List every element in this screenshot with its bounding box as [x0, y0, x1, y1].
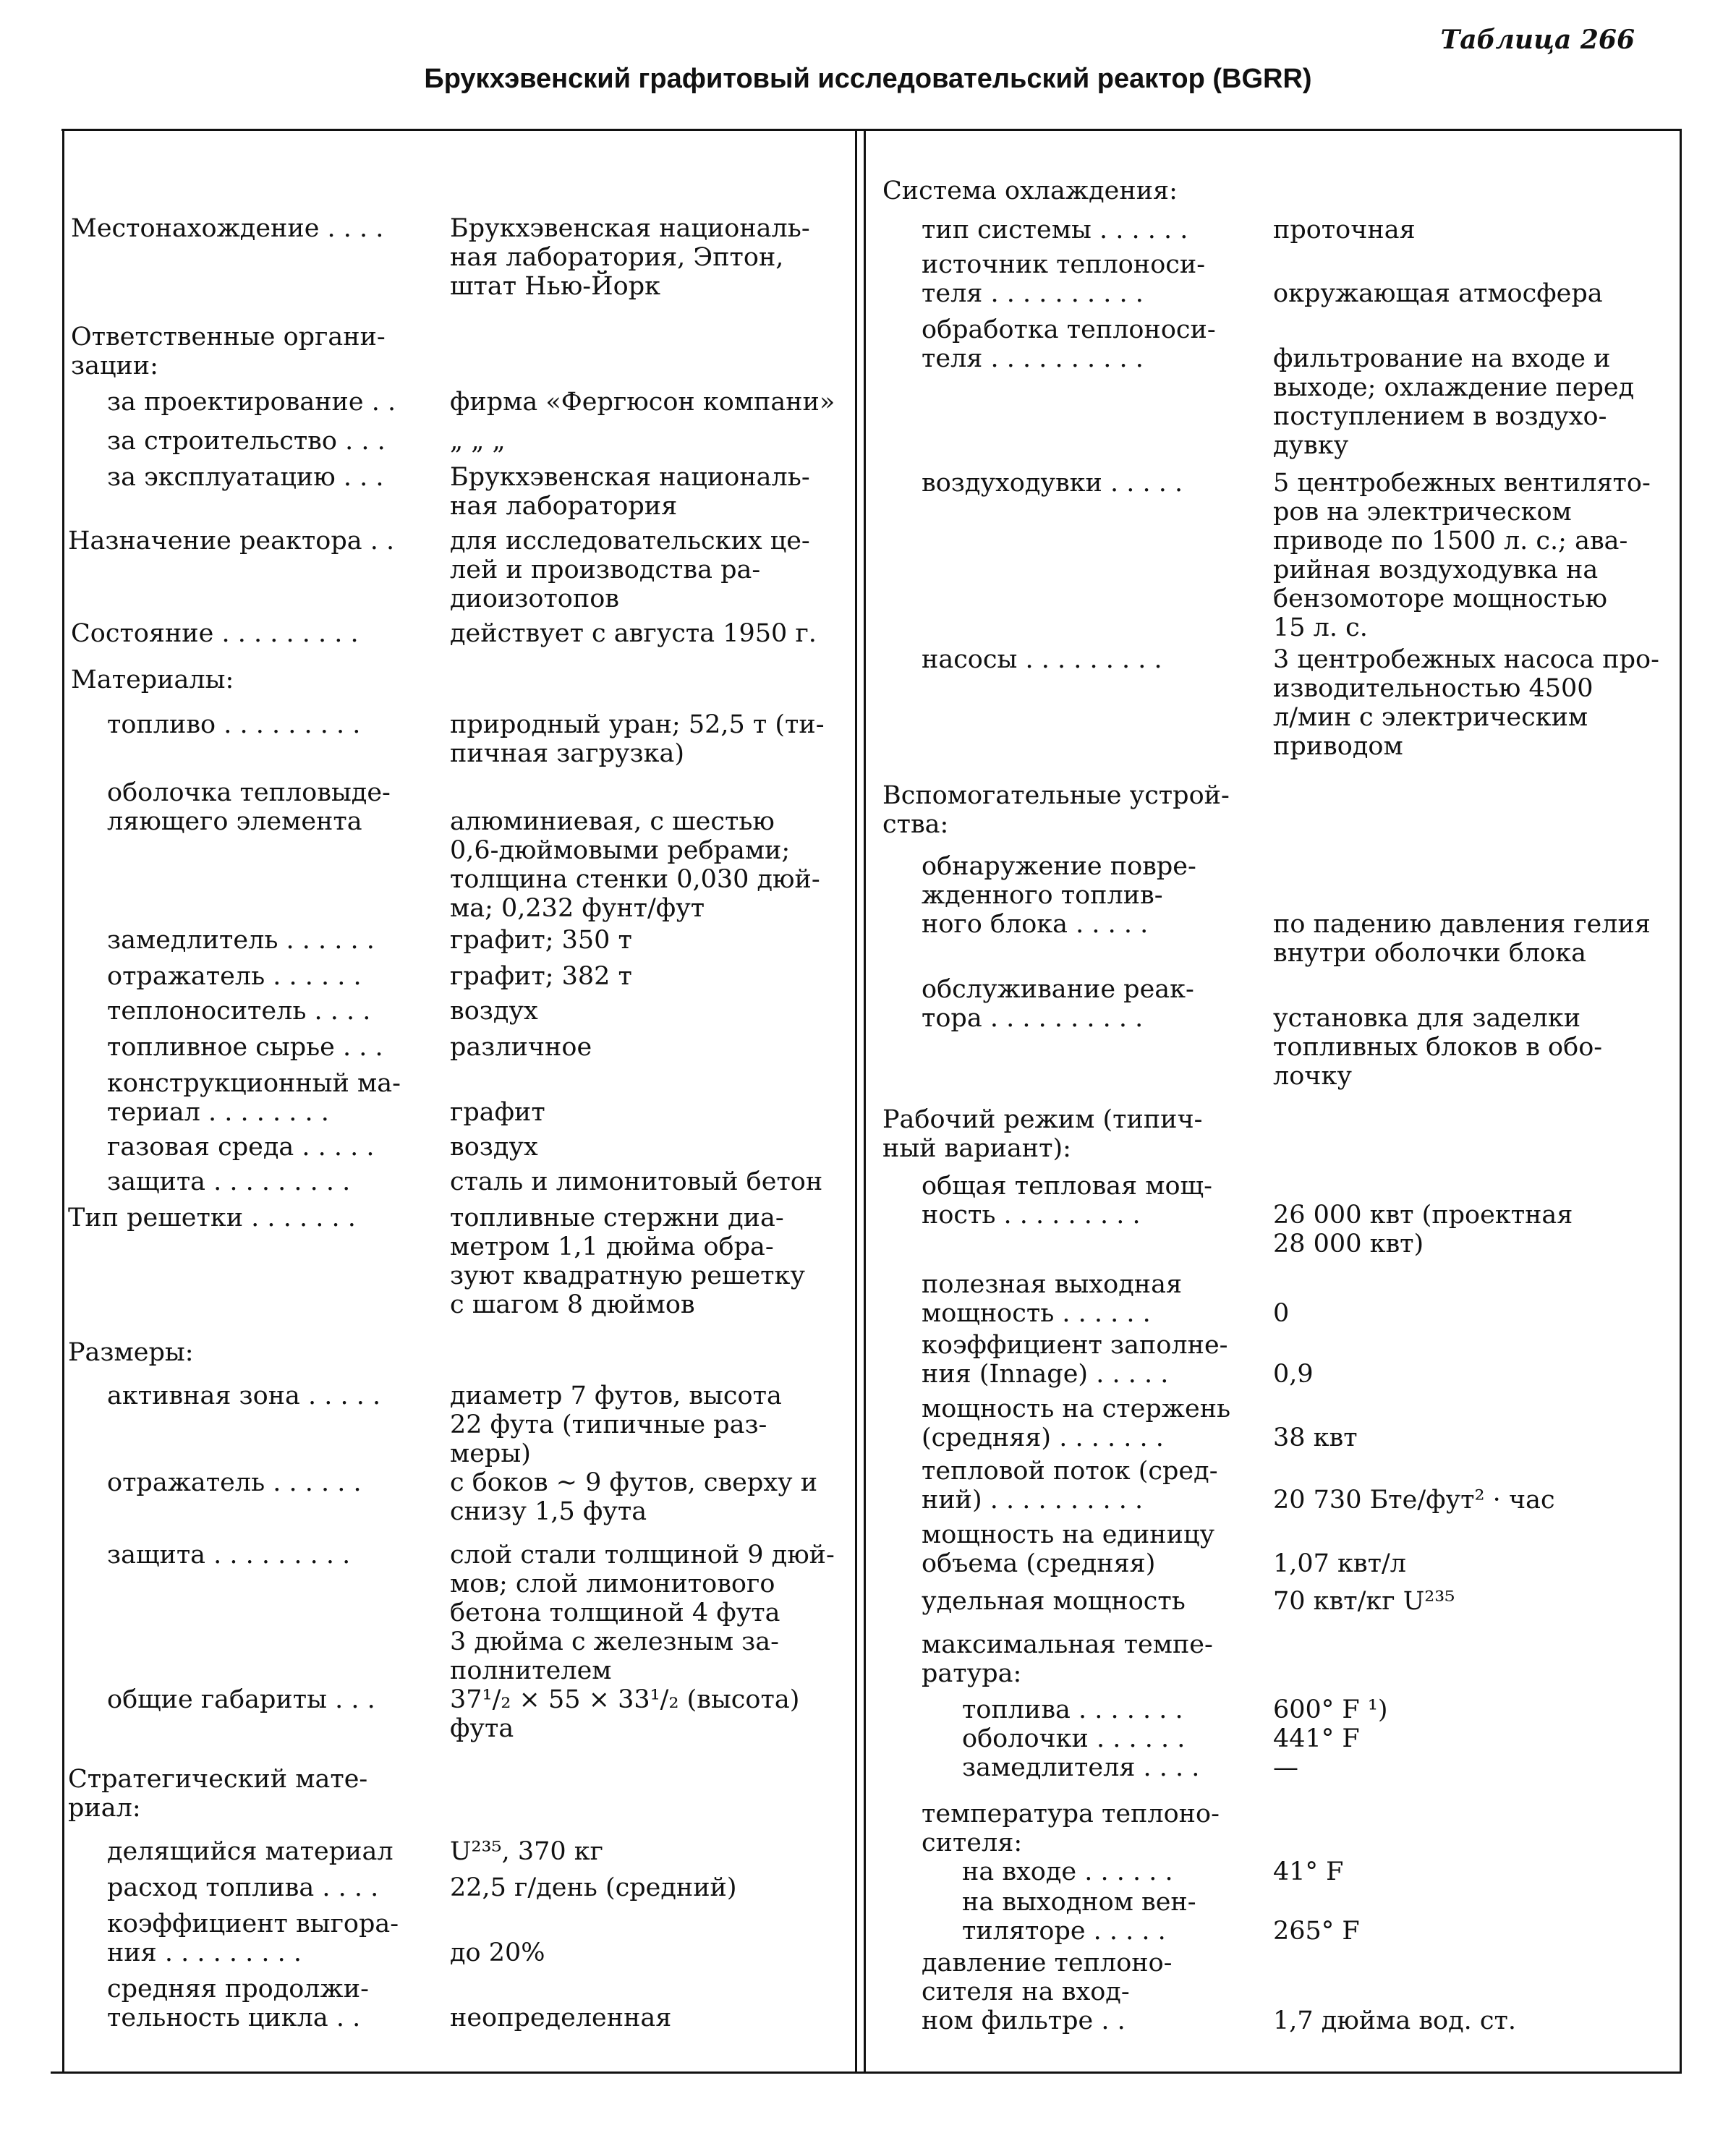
- row-label: давление теплоно- сителя на вход- ном фильтре . .: [922, 1949, 1173, 2035]
- row-value: 441° F: [1273, 1724, 1360, 1753]
- row-value: графит: [450, 1098, 545, 1127]
- row-label: тип системы . . . . . .: [922, 216, 1188, 244]
- row-value: до 20%: [450, 1938, 545, 1967]
- row-label: оболочка тепловыде- ляющего элемента: [107, 778, 391, 836]
- row-value: воздух: [450, 1133, 538, 1162]
- row-label: максимальная темпе- ратура:: [922, 1630, 1213, 1688]
- row-label: защита . . . . . . . . .: [107, 1167, 351, 1196]
- row-value: установка для заделки топливных блоков в обо- лочку: [1273, 1004, 1603, 1091]
- row-label: конструкционный ма- териал . . . . . . . .: [107, 1069, 401, 1127]
- column-divider-1: [855, 130, 857, 2072]
- row-label: коэффициент выгора- ния . . . . . . . . .: [107, 1909, 399, 1967]
- row-value: Брукхэвенская националь- ная лаборатория: [450, 463, 810, 521]
- row-value: U²³⁵, 370 кг: [450, 1837, 603, 1866]
- row-label: газовая среда . . . . .: [107, 1133, 375, 1162]
- row-value: проточная: [1273, 216, 1416, 244]
- row-value: —: [1273, 1753, 1298, 1782]
- row-value: 1,07 квт/л: [1273, 1549, 1407, 1578]
- row-value: „ „ „: [450, 427, 506, 456]
- row-value: 70 квт/кг U²³⁵: [1273, 1587, 1455, 1616]
- row-label: общая тепловая мощ- ность . . . . . . . . .: [922, 1172, 1212, 1230]
- row-label: на входе . . . . . .: [962, 1857, 1173, 1886]
- row-label: Размеры:: [68, 1338, 194, 1367]
- row-value: 265° F: [1273, 1917, 1360, 1946]
- row-label: расход топлива . . . .: [107, 1873, 379, 1902]
- row-value: слой стали толщиной 9 дюй- мов; слой лимонитового бетона толщиной 4 фута 3 дюйма с железным за- полнителем: [450, 1541, 835, 1685]
- row-label: удельная мощность: [922, 1587, 1186, 1616]
- row-label: мощность на единицу объема (средняя): [922, 1520, 1215, 1578]
- table-number: Таблица 266: [1440, 25, 1635, 55]
- right-border: [1680, 130, 1682, 2072]
- row-label: тепловой поток (сред- ний) . . . . . . . . . .: [922, 1457, 1218, 1515]
- row-label: оболочки . . . . . .: [962, 1724, 1186, 1753]
- row-value: фильтрование на входе и выходе; охлаждение перед поступлением в воздухо- дувку: [1273, 344, 1635, 460]
- row-value: 41° F: [1273, 1857, 1344, 1886]
- row-value: 3 центробежных насоса про- изводительностью 4500 л/мин с электрическим приводом: [1273, 645, 1659, 761]
- row-label: средняя продолжи- тельность цикла . .: [107, 1975, 369, 2032]
- row-value: 1,7 дюйма вод. ст.: [1273, 2006, 1517, 2035]
- row-label: Рабочий режим (типич- ный вариант):: [882, 1105, 1203, 1163]
- row-value: 22,5 г/день (средний): [450, 1873, 737, 1902]
- row-value: действует с августа 1950 г.: [450, 619, 817, 648]
- row-label: отражатель . . . . . .: [107, 1468, 362, 1497]
- row-label: за строительство . . .: [107, 427, 386, 456]
- row-label: Вспомогательные устрой- ства:: [882, 781, 1230, 839]
- row-label: полезная выходная мощность . . . . . .: [922, 1270, 1183, 1328]
- row-label: мощность на стержень (средняя) . . . . . . .: [922, 1395, 1231, 1452]
- row-label: Состояние . . . . . . . . .: [71, 619, 359, 648]
- row-label: делящийся материал: [107, 1837, 393, 1866]
- row-value: графит; 382 т: [450, 962, 632, 991]
- row-value: неопределенная: [450, 2004, 672, 2032]
- row-label: обслуживание реак- тора . . . . . . . . . .: [922, 975, 1194, 1033]
- row-label: обнаружение повре- жденного топлив- ного блока . . . . .: [922, 852, 1196, 939]
- row-value: диаметр 7 футов, высота 22 фута (типичные раз- меры): [450, 1381, 782, 1468]
- row-value: воздух: [450, 997, 538, 1026]
- row-label: защита . . . . . . . . .: [107, 1541, 351, 1570]
- row-label: за эксплуатацию . . .: [107, 463, 384, 492]
- row-label: Ответственные органи- зации:: [71, 323, 386, 380]
- row-value: 37¹/₂ × 55 × 33¹/₂ (высота) фута: [450, 1685, 800, 1743]
- row-value: для исследовательских це- лей и производства ра- диоизотопов: [450, 527, 810, 613]
- row-value: по падению давления гелия внутри оболочки блока: [1273, 910, 1651, 968]
- row-label: температура теплоно- сителя:: [922, 1800, 1220, 1857]
- row-label: замедлитель . . . . . .: [107, 926, 375, 955]
- row-value: 0,9: [1273, 1360, 1314, 1389]
- row-value: топливные стержни диа- метром 1,1 дюйма обра- зуют квадратную решетку с шагом 8 дюймов: [450, 1204, 805, 1319]
- row-value: фирма «Фергюсон компани»: [450, 388, 835, 417]
- row-label: коэффициент заполне- ния (Innage) . . . . .: [922, 1331, 1228, 1389]
- row-value: природный уран; 52,5 т (ти- пичная загрузка): [450, 710, 825, 768]
- row-value: окружающая атмосфера: [1273, 279, 1603, 308]
- row-value: 38 квт: [1273, 1423, 1358, 1452]
- row-label: Назначение реактора . .: [68, 527, 395, 555]
- row-label: обработка теплоноси- теля . . . . . . . . . .: [922, 315, 1216, 373]
- row-value: 20 730 Бте/фут² · час: [1273, 1486, 1555, 1515]
- row-label: источник теплоноси- теля . . . . . . . . . .: [922, 250, 1206, 308]
- row-label: Местонахождение . . . .: [71, 214, 384, 243]
- row-value: 26 000 квт (проектная 28 000 квт): [1273, 1201, 1573, 1259]
- row-label: на выходном вен- тиляторе . . . . .: [962, 1888, 1196, 1946]
- top-rule: [61, 129, 1682, 131]
- row-value: 5 центробежных вентилято- ров на электрическом приводе по 1500 л. с.; ава- рийная воздуходувка на бензомоторе мощностью 15 л. с.: [1273, 469, 1651, 642]
- row-label: за проектирование . .: [107, 388, 396, 417]
- row-label: теплоноситель . . . .: [107, 997, 371, 1026]
- row-value: графит; 350 т: [450, 926, 632, 955]
- row-value: Брукхэвенская националь- ная лаборатория, Эптон, штат Нью-Йорк: [450, 214, 810, 301]
- row-label: замедлителя . . . .: [962, 1753, 1200, 1782]
- row-value: 600° F ¹): [1273, 1695, 1388, 1724]
- row-value: 0: [1273, 1299, 1290, 1328]
- row-label: Система охлаждения:: [882, 176, 1178, 205]
- column-divider-2: [864, 130, 866, 2072]
- row-label: воздуходувки . . . . .: [922, 469, 1183, 498]
- bottom-rule: [51, 2072, 1682, 2074]
- row-value: алюминиевая, с шестью 0,6-дюймовыми ребрами; толщина стенки 0,030 дюй- ма; 0,232 фунт/фут: [450, 807, 820, 923]
- row-label: топливо . . . . . . . . .: [107, 710, 361, 739]
- row-label: активная зона . . . . .: [107, 1381, 381, 1410]
- left-border: [62, 130, 64, 2072]
- row-value: различное: [450, 1033, 592, 1062]
- page-title: Брукхэвенский графитовый исследовательский реактор (BGRR): [424, 64, 1312, 94]
- row-value: с боков ~ 9 футов, сверху и снизу 1,5 фута: [450, 1468, 818, 1526]
- row-label: Тип решетки . . . . . . .: [68, 1204, 356, 1232]
- row-label: топливное сырье . . .: [107, 1033, 383, 1062]
- row-label: насосы . . . . . . . . .: [922, 645, 1162, 674]
- row-label: Стратегический мате- риал:: [68, 1765, 368, 1823]
- row-label: общие габариты . . .: [107, 1685, 375, 1714]
- row-label: Материалы:: [71, 665, 234, 694]
- row-label: топлива . . . . . . .: [962, 1695, 1183, 1724]
- row-label: отражатель . . . . . .: [107, 962, 362, 991]
- row-value: сталь и лимонитовый бетон: [450, 1167, 823, 1196]
